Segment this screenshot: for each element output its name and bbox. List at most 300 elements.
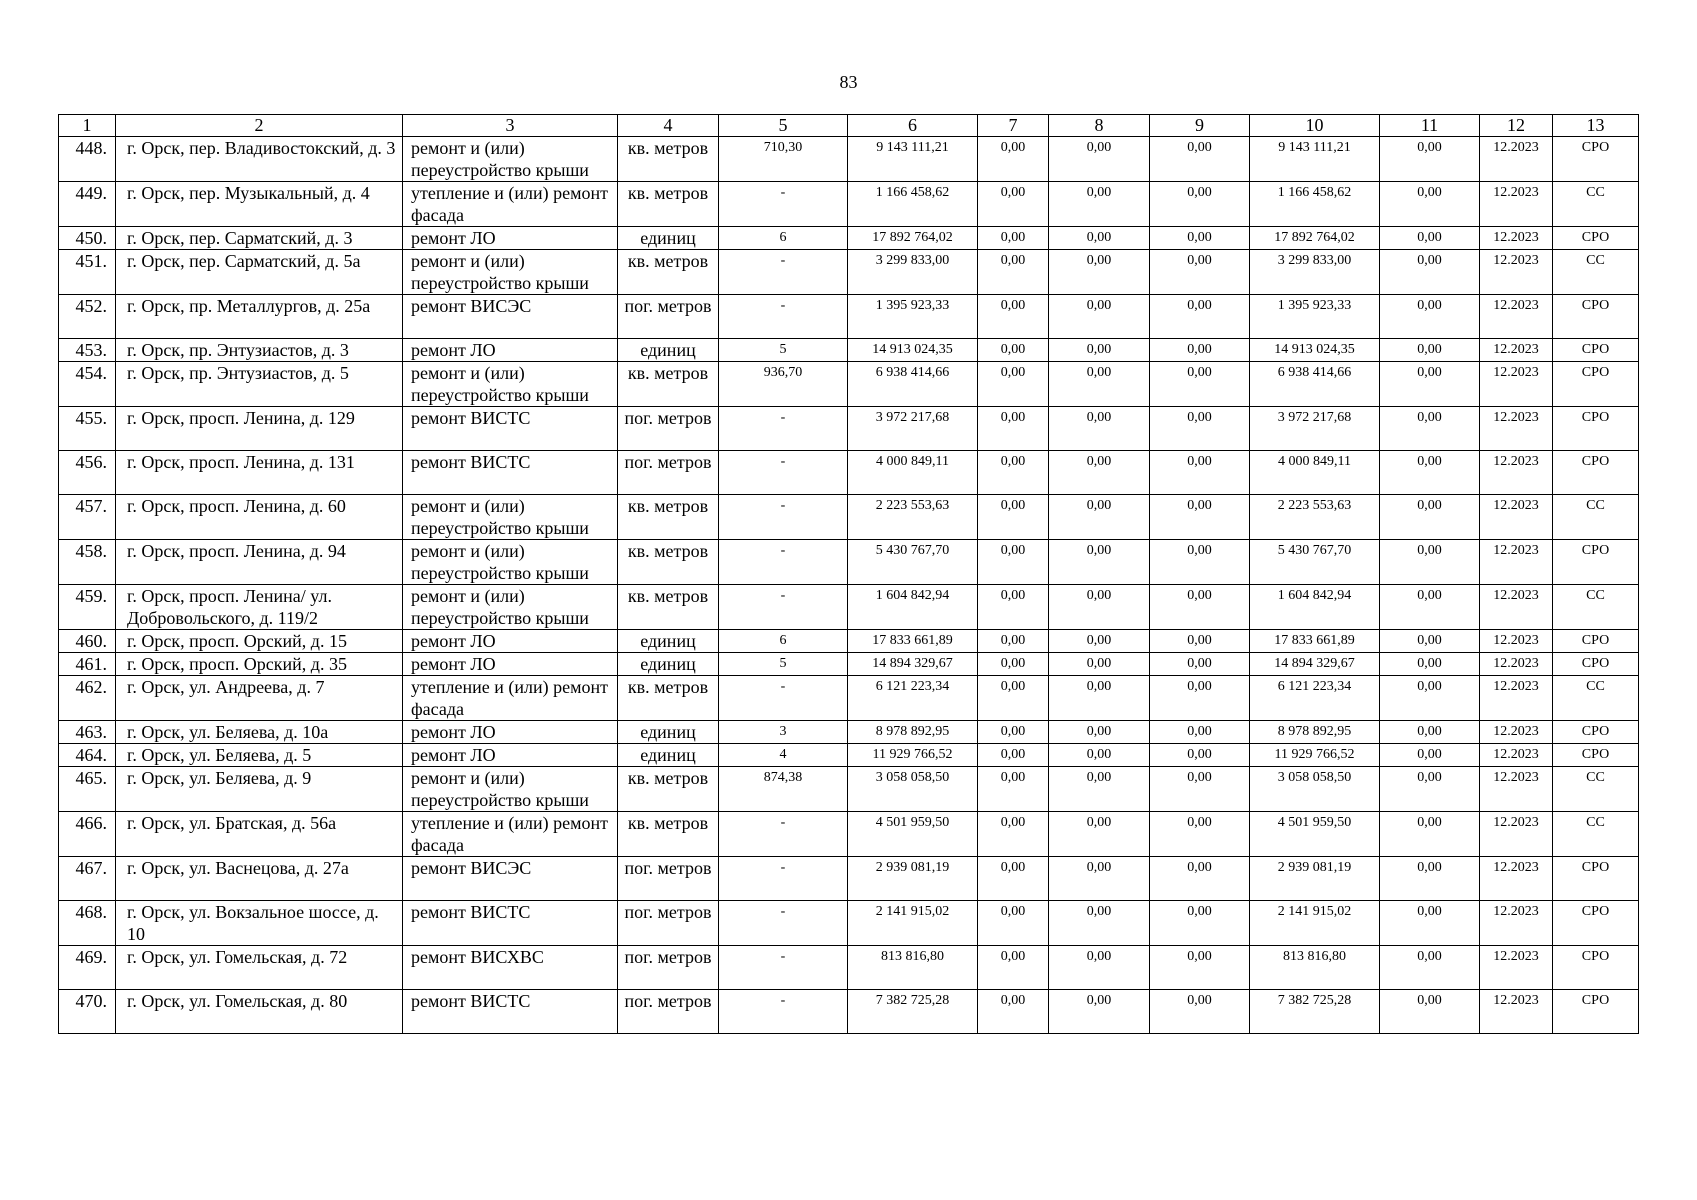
column-header-5: 5 xyxy=(719,115,848,137)
quantity-cell: - xyxy=(719,540,848,585)
method-cell: СС xyxy=(1553,495,1639,540)
table-body xyxy=(59,137,1639,1034)
col7-cell: 0,00 xyxy=(978,946,1049,990)
column-header-10: 10 xyxy=(1250,115,1380,137)
work-type-cell: утепление и (или) ремонт фасада xyxy=(403,676,618,721)
col7-cell: 0,00 xyxy=(978,901,1049,946)
col10-cell: 6 938 414,66 xyxy=(1250,362,1380,407)
col11-cell: 0,00 xyxy=(1380,362,1480,407)
completion-date-cell: 12.2023 xyxy=(1480,339,1553,362)
col8-cell: 0,00 xyxy=(1049,857,1150,901)
unit-cell: кв. метров xyxy=(618,767,719,812)
method-cell: СРО xyxy=(1553,744,1639,767)
work-type-cell: ремонт и (или) переустройство крыши xyxy=(403,540,618,585)
address-cell: г. Орск, просп. Орский, д. 35 xyxy=(116,653,403,676)
address-cell: г. Орск, просп. Ленина, д. 131 xyxy=(116,451,403,495)
method-cell: СРО xyxy=(1553,407,1639,451)
address-cell: г. Орск, просп. Ленина, д. 60 xyxy=(116,495,403,540)
address-cell: г. Орск, просп. Ленина, д. 129 xyxy=(116,407,403,451)
column-header-9: 9 xyxy=(1150,115,1250,137)
col8-cell: 0,00 xyxy=(1049,744,1150,767)
method-cell: СРО xyxy=(1553,901,1639,946)
work-type-cell: ремонт ЛО xyxy=(403,339,618,362)
col11-cell: 0,00 xyxy=(1380,407,1480,451)
work-type-cell: утепление и (или) ремонт фасада xyxy=(403,812,618,857)
completion-date-cell: 12.2023 xyxy=(1480,901,1553,946)
address-cell: г. Орск, пер. Сарматский, д. 5а xyxy=(116,250,403,295)
col9-cell: 0,00 xyxy=(1150,721,1250,744)
column-header-4: 4 xyxy=(618,115,719,137)
col11-cell: 0,00 xyxy=(1380,767,1480,812)
work-type-cell: ремонт ЛО xyxy=(403,721,618,744)
quantity-cell: 5 xyxy=(719,339,848,362)
table-row xyxy=(59,362,1639,407)
total-cost-cell: 2 223 553,63 xyxy=(848,495,978,540)
table-row xyxy=(59,744,1639,767)
completion-date-cell: 12.2023 xyxy=(1480,495,1553,540)
col7-cell: 0,00 xyxy=(978,362,1049,407)
col11-cell: 0,00 xyxy=(1380,182,1480,227)
col10-cell: 14 894 329,67 xyxy=(1250,653,1380,676)
completion-date-cell: 12.2023 xyxy=(1480,362,1553,407)
total-cost-cell: 4 501 959,50 xyxy=(848,812,978,857)
col9-cell: 0,00 xyxy=(1150,540,1250,585)
work-type-cell: ремонт ВИСЭС xyxy=(403,295,618,339)
address-cell: г. Орск, пр. Энтузиастов, д. 3 xyxy=(116,339,403,362)
col11-cell: 0,00 xyxy=(1380,721,1480,744)
col9-cell: 0,00 xyxy=(1150,227,1250,250)
col8-cell: 0,00 xyxy=(1049,653,1150,676)
work-type-cell: ремонт ЛО xyxy=(403,744,618,767)
unit-cell: пог. метров xyxy=(618,946,719,990)
col8-cell: 0,00 xyxy=(1049,495,1150,540)
col7-cell: 0,00 xyxy=(978,585,1049,630)
method-cell: СС xyxy=(1553,767,1639,812)
row-number-cell: 466. xyxy=(59,812,116,857)
col11-cell: 0,00 xyxy=(1380,857,1480,901)
method-cell: СРО xyxy=(1553,295,1639,339)
col9-cell: 0,00 xyxy=(1150,339,1250,362)
table-row xyxy=(59,901,1639,946)
completion-date-cell: 12.2023 xyxy=(1480,227,1553,250)
completion-date-cell: 12.2023 xyxy=(1480,676,1553,721)
total-cost-cell: 2 141 915,02 xyxy=(848,901,978,946)
unit-cell: кв. метров xyxy=(618,495,719,540)
col10-cell: 17 892 764,02 xyxy=(1250,227,1380,250)
table-row xyxy=(59,812,1639,857)
quantity-cell: 4 xyxy=(719,744,848,767)
col9-cell: 0,00 xyxy=(1150,946,1250,990)
unit-cell: пог. метров xyxy=(618,990,719,1034)
unit-cell: кв. метров xyxy=(618,182,719,227)
quantity-cell: 5 xyxy=(719,653,848,676)
quantity-cell: - xyxy=(719,676,848,721)
completion-date-cell: 12.2023 xyxy=(1480,630,1553,653)
unit-cell: кв. метров xyxy=(618,540,719,585)
address-cell: г. Орск, ул. Андреева, д. 7 xyxy=(116,676,403,721)
col11-cell: 0,00 xyxy=(1380,653,1480,676)
total-cost-cell: 3 058 058,50 xyxy=(848,767,978,812)
method-cell: СС xyxy=(1553,676,1639,721)
work-type-cell: утепление и (или) ремонт фасада xyxy=(403,182,618,227)
col10-cell: 5 430 767,70 xyxy=(1250,540,1380,585)
unit-cell: пог. метров xyxy=(618,901,719,946)
work-type-cell: ремонт ЛО xyxy=(403,227,618,250)
col7-cell: 0,00 xyxy=(978,744,1049,767)
method-cell: СРО xyxy=(1553,339,1639,362)
row-number-cell: 465. xyxy=(59,767,116,812)
col7-cell: 0,00 xyxy=(978,676,1049,721)
quantity-cell: - xyxy=(719,812,848,857)
col7-cell: 0,00 xyxy=(978,451,1049,495)
table-row xyxy=(59,857,1639,901)
address-cell: г. Орск, просп. Орский, д. 15 xyxy=(116,630,403,653)
col8-cell: 0,00 xyxy=(1049,990,1150,1034)
address-cell: г. Орск, пр. Энтузиастов, д. 5 xyxy=(116,362,403,407)
completion-date-cell: 12.2023 xyxy=(1480,721,1553,744)
total-cost-cell: 1 395 923,33 xyxy=(848,295,978,339)
col9-cell: 0,00 xyxy=(1150,990,1250,1034)
unit-cell: пог. метров xyxy=(618,451,719,495)
col11-cell: 0,00 xyxy=(1380,339,1480,362)
col11-cell: 0,00 xyxy=(1380,540,1480,585)
col11-cell: 0,00 xyxy=(1380,137,1480,182)
total-cost-cell: 17 833 661,89 xyxy=(848,630,978,653)
quantity-cell: - xyxy=(719,857,848,901)
address-cell: г. Орск, ул. Беляева, д. 5 xyxy=(116,744,403,767)
row-number-cell: 469. xyxy=(59,946,116,990)
col11-cell: 0,00 xyxy=(1380,451,1480,495)
address-cell: г. Орск, пер. Сарматский, д. 3 xyxy=(116,227,403,250)
column-header-1: 1 xyxy=(59,115,116,137)
completion-date-cell: 12.2023 xyxy=(1480,946,1553,990)
col11-cell: 0,00 xyxy=(1380,295,1480,339)
col10-cell: 3 299 833,00 xyxy=(1250,250,1380,295)
address-cell: г. Орск, пер. Владивостокский, д. 3 xyxy=(116,137,403,182)
method-cell: СС xyxy=(1553,585,1639,630)
total-cost-cell: 5 430 767,70 xyxy=(848,540,978,585)
total-cost-cell: 813 816,80 xyxy=(848,946,978,990)
table-row xyxy=(59,182,1639,227)
completion-date-cell: 12.2023 xyxy=(1480,585,1553,630)
address-cell: г. Орск, пр. Металлургов, д. 25а xyxy=(116,295,403,339)
work-type-cell: ремонт и (или) переустройство крыши xyxy=(403,585,618,630)
completion-date-cell: 12.2023 xyxy=(1480,451,1553,495)
work-type-cell: ремонт ВИСТС xyxy=(403,901,618,946)
col8-cell: 0,00 xyxy=(1049,901,1150,946)
total-cost-cell: 2 939 081,19 xyxy=(848,857,978,901)
total-cost-cell: 3 299 833,00 xyxy=(848,250,978,295)
unit-cell: пог. метров xyxy=(618,407,719,451)
method-cell: СС xyxy=(1553,250,1639,295)
col7-cell: 0,00 xyxy=(978,540,1049,585)
col8-cell: 0,00 xyxy=(1049,451,1150,495)
total-cost-cell: 17 892 764,02 xyxy=(848,227,978,250)
col7-cell: 0,00 xyxy=(978,857,1049,901)
col11-cell: 0,00 xyxy=(1380,227,1480,250)
col7-cell: 0,00 xyxy=(978,295,1049,339)
total-cost-cell: 14 913 024,35 xyxy=(848,339,978,362)
col8-cell: 0,00 xyxy=(1049,407,1150,451)
column-header-8: 8 xyxy=(1049,115,1150,137)
col9-cell: 0,00 xyxy=(1150,362,1250,407)
registry-table xyxy=(58,114,1639,1034)
unit-cell: единиц xyxy=(618,721,719,744)
col7-cell: 0,00 xyxy=(978,721,1049,744)
total-cost-cell: 7 382 725,28 xyxy=(848,990,978,1034)
col10-cell: 6 121 223,34 xyxy=(1250,676,1380,721)
col7-cell: 0,00 xyxy=(978,407,1049,451)
quantity-cell: - xyxy=(719,585,848,630)
unit-cell: кв. метров xyxy=(618,137,719,182)
col7-cell: 0,00 xyxy=(978,630,1049,653)
table-row xyxy=(59,540,1639,585)
col11-cell: 0,00 xyxy=(1380,946,1480,990)
col8-cell: 0,00 xyxy=(1049,812,1150,857)
header-row xyxy=(59,115,1639,137)
work-type-cell: ремонт ВИСЭС xyxy=(403,857,618,901)
table-row xyxy=(59,585,1639,630)
col9-cell: 0,00 xyxy=(1150,407,1250,451)
table-row xyxy=(59,227,1639,250)
col10-cell: 11 929 766,52 xyxy=(1250,744,1380,767)
column-header-2: 2 xyxy=(116,115,403,137)
row-number-cell: 452. xyxy=(59,295,116,339)
table-row xyxy=(59,250,1639,295)
completion-date-cell: 12.2023 xyxy=(1480,857,1553,901)
quantity-cell: 874,38 xyxy=(719,767,848,812)
work-type-cell: ремонт ЛО xyxy=(403,653,618,676)
row-number-cell: 461. xyxy=(59,653,116,676)
col8-cell: 0,00 xyxy=(1049,585,1150,630)
total-cost-cell: 4 000 849,11 xyxy=(848,451,978,495)
completion-date-cell: 12.2023 xyxy=(1480,812,1553,857)
method-cell: СРО xyxy=(1553,653,1639,676)
col9-cell: 0,00 xyxy=(1150,812,1250,857)
column-header-6: 6 xyxy=(848,115,978,137)
table-row xyxy=(59,495,1639,540)
quantity-cell: - xyxy=(719,407,848,451)
address-cell: г. Орск, ул. Гомельская, д. 72 xyxy=(116,946,403,990)
col8-cell: 0,00 xyxy=(1049,676,1150,721)
page-number: 83 xyxy=(839,72,858,92)
completion-date-cell: 12.2023 xyxy=(1480,182,1553,227)
completion-date-cell: 12.2023 xyxy=(1480,250,1553,295)
quantity-cell: - xyxy=(719,495,848,540)
quantity-cell: - xyxy=(719,295,848,339)
completion-date-cell: 12.2023 xyxy=(1480,767,1553,812)
col9-cell: 0,00 xyxy=(1150,451,1250,495)
col9-cell: 0,00 xyxy=(1150,182,1250,227)
col10-cell: 1 395 923,33 xyxy=(1250,295,1380,339)
quantity-cell: - xyxy=(719,901,848,946)
unit-cell: кв. метров xyxy=(618,362,719,407)
col9-cell: 0,00 xyxy=(1150,744,1250,767)
col8-cell: 0,00 xyxy=(1049,721,1150,744)
col8-cell: 0,00 xyxy=(1049,250,1150,295)
col10-cell: 8 978 892,95 xyxy=(1250,721,1380,744)
col9-cell: 0,00 xyxy=(1150,857,1250,901)
unit-cell: единиц xyxy=(618,339,719,362)
work-type-cell: ремонт и (или) переустройство крыши xyxy=(403,250,618,295)
col7-cell: 0,00 xyxy=(978,250,1049,295)
quantity-cell: 936,70 xyxy=(719,362,848,407)
completion-date-cell: 12.2023 xyxy=(1480,295,1553,339)
quantity-cell: - xyxy=(719,946,848,990)
row-number-cell: 462. xyxy=(59,676,116,721)
col8-cell: 0,00 xyxy=(1049,362,1150,407)
address-cell: г. Орск, ул. Братская, д. 56а xyxy=(116,812,403,857)
col10-cell: 7 382 725,28 xyxy=(1250,990,1380,1034)
address-cell: г. Орск, пер. Музыкальный, д. 4 xyxy=(116,182,403,227)
col9-cell: 0,00 xyxy=(1150,585,1250,630)
row-number-cell: 453. xyxy=(59,339,116,362)
total-cost-cell: 8 978 892,95 xyxy=(848,721,978,744)
work-type-cell: ремонт ВИСТС xyxy=(403,407,618,451)
method-cell: СРО xyxy=(1553,362,1639,407)
work-type-cell: ремонт ВИСТС xyxy=(403,451,618,495)
row-number-cell: 463. xyxy=(59,721,116,744)
work-type-cell: ремонт и (или) переустройство крыши xyxy=(403,767,618,812)
col8-cell: 0,00 xyxy=(1049,227,1150,250)
address-cell: г. Орск, просп. Ленина, д. 94 xyxy=(116,540,403,585)
total-cost-cell: 14 894 329,67 xyxy=(848,653,978,676)
unit-cell: кв. метров xyxy=(618,676,719,721)
method-cell: СС xyxy=(1553,812,1639,857)
row-number-cell: 460. xyxy=(59,630,116,653)
col8-cell: 0,00 xyxy=(1049,946,1150,990)
row-number-cell: 456. xyxy=(59,451,116,495)
column-header-7: 7 xyxy=(978,115,1049,137)
unit-cell: пог. метров xyxy=(618,857,719,901)
work-type-cell: ремонт и (или) переустройство крыши xyxy=(403,495,618,540)
row-number-cell: 464. xyxy=(59,744,116,767)
address-cell: г. Орск, ул. Гомельская, д. 80 xyxy=(116,990,403,1034)
quantity-cell: - xyxy=(719,250,848,295)
col7-cell: 0,00 xyxy=(978,653,1049,676)
col11-cell: 0,00 xyxy=(1380,250,1480,295)
unit-cell: единиц xyxy=(618,653,719,676)
total-cost-cell: 1 604 842,94 xyxy=(848,585,978,630)
col11-cell: 0,00 xyxy=(1380,744,1480,767)
table-row xyxy=(59,630,1639,653)
completion-date-cell: 12.2023 xyxy=(1480,653,1553,676)
method-cell: СРО xyxy=(1553,227,1639,250)
row-number-cell: 458. xyxy=(59,540,116,585)
method-cell: СРО xyxy=(1553,630,1639,653)
col8-cell: 0,00 xyxy=(1049,295,1150,339)
quantity-cell: - xyxy=(719,182,848,227)
completion-date-cell: 12.2023 xyxy=(1480,744,1553,767)
col10-cell: 2 223 553,63 xyxy=(1250,495,1380,540)
unit-cell: единиц xyxy=(618,744,719,767)
col10-cell: 17 833 661,89 xyxy=(1250,630,1380,653)
col11-cell: 0,00 xyxy=(1380,585,1480,630)
completion-date-cell: 12.2023 xyxy=(1480,137,1553,182)
row-number-cell: 470. xyxy=(59,990,116,1034)
col10-cell: 813 816,80 xyxy=(1250,946,1380,990)
work-type-cell: ремонт ЛО xyxy=(403,630,618,653)
method-cell: СРО xyxy=(1553,540,1639,585)
col10-cell: 4 000 849,11 xyxy=(1250,451,1380,495)
col10-cell: 2 141 915,02 xyxy=(1250,901,1380,946)
col8-cell: 0,00 xyxy=(1049,767,1150,812)
row-number-cell: 451. xyxy=(59,250,116,295)
col8-cell: 0,00 xyxy=(1049,137,1150,182)
column-header-12: 12 xyxy=(1480,115,1553,137)
col9-cell: 0,00 xyxy=(1150,676,1250,721)
col8-cell: 0,00 xyxy=(1049,182,1150,227)
total-cost-cell: 9 143 111,21 xyxy=(848,137,978,182)
completion-date-cell: 12.2023 xyxy=(1480,990,1553,1034)
col9-cell: 0,00 xyxy=(1150,495,1250,540)
address-cell: г. Орск, ул. Беляева, д. 9 xyxy=(116,767,403,812)
col7-cell: 0,00 xyxy=(978,812,1049,857)
quantity-cell: - xyxy=(719,451,848,495)
row-number-cell: 455. xyxy=(59,407,116,451)
table-row xyxy=(59,721,1639,744)
method-cell: СС xyxy=(1553,182,1639,227)
unit-cell: пог. метров xyxy=(618,295,719,339)
col9-cell: 0,00 xyxy=(1150,630,1250,653)
address-cell: г. Орск, ул. Беляева, д. 10а xyxy=(116,721,403,744)
row-number-cell: 454. xyxy=(59,362,116,407)
row-number-cell: 467. xyxy=(59,857,116,901)
address-cell: г. Орск, просп. Ленина/ ул. Добровольского, д. 119/2 xyxy=(116,585,403,630)
unit-cell: кв. метров xyxy=(618,250,719,295)
table-row xyxy=(59,767,1639,812)
col11-cell: 0,00 xyxy=(1380,901,1480,946)
col10-cell: 9 143 111,21 xyxy=(1250,137,1380,182)
method-cell: СРО xyxy=(1553,137,1639,182)
unit-cell: кв. метров xyxy=(618,585,719,630)
method-cell: СРО xyxy=(1553,946,1639,990)
col10-cell: 4 501 959,50 xyxy=(1250,812,1380,857)
col10-cell: 1 604 842,94 xyxy=(1250,585,1380,630)
method-cell: СРО xyxy=(1553,451,1639,495)
table-row xyxy=(59,990,1639,1034)
quantity-cell: 3 xyxy=(719,721,848,744)
quantity-cell: - xyxy=(719,990,848,1034)
table-header xyxy=(59,115,1639,137)
total-cost-cell: 11 929 766,52 xyxy=(848,744,978,767)
quantity-cell: 6 xyxy=(719,630,848,653)
col7-cell: 0,00 xyxy=(978,182,1049,227)
column-header-11: 11 xyxy=(1380,115,1480,137)
total-cost-cell: 1 166 458,62 xyxy=(848,182,978,227)
total-cost-cell: 3 972 217,68 xyxy=(848,407,978,451)
column-header-3: 3 xyxy=(403,115,618,137)
col11-cell: 0,00 xyxy=(1380,630,1480,653)
col7-cell: 0,00 xyxy=(978,227,1049,250)
col7-cell: 0,00 xyxy=(978,495,1049,540)
col11-cell: 0,00 xyxy=(1380,990,1480,1034)
col8-cell: 0,00 xyxy=(1049,540,1150,585)
work-type-cell: ремонт ВИСТС xyxy=(403,990,618,1034)
table-row xyxy=(59,295,1639,339)
table-row xyxy=(59,407,1639,451)
col11-cell: 0,00 xyxy=(1380,495,1480,540)
unit-cell: единиц xyxy=(618,227,719,250)
work-type-cell: ремонт и (или) переустройство крыши xyxy=(403,362,618,407)
col9-cell: 0,00 xyxy=(1150,137,1250,182)
table-row xyxy=(59,946,1639,990)
unit-cell: кв. метров xyxy=(618,812,719,857)
col9-cell: 0,00 xyxy=(1150,767,1250,812)
address-cell: г. Орск, ул. Вокзальное шоссе, д. 10 xyxy=(116,901,403,946)
col10-cell: 14 913 024,35 xyxy=(1250,339,1380,362)
col11-cell: 0,00 xyxy=(1380,812,1480,857)
